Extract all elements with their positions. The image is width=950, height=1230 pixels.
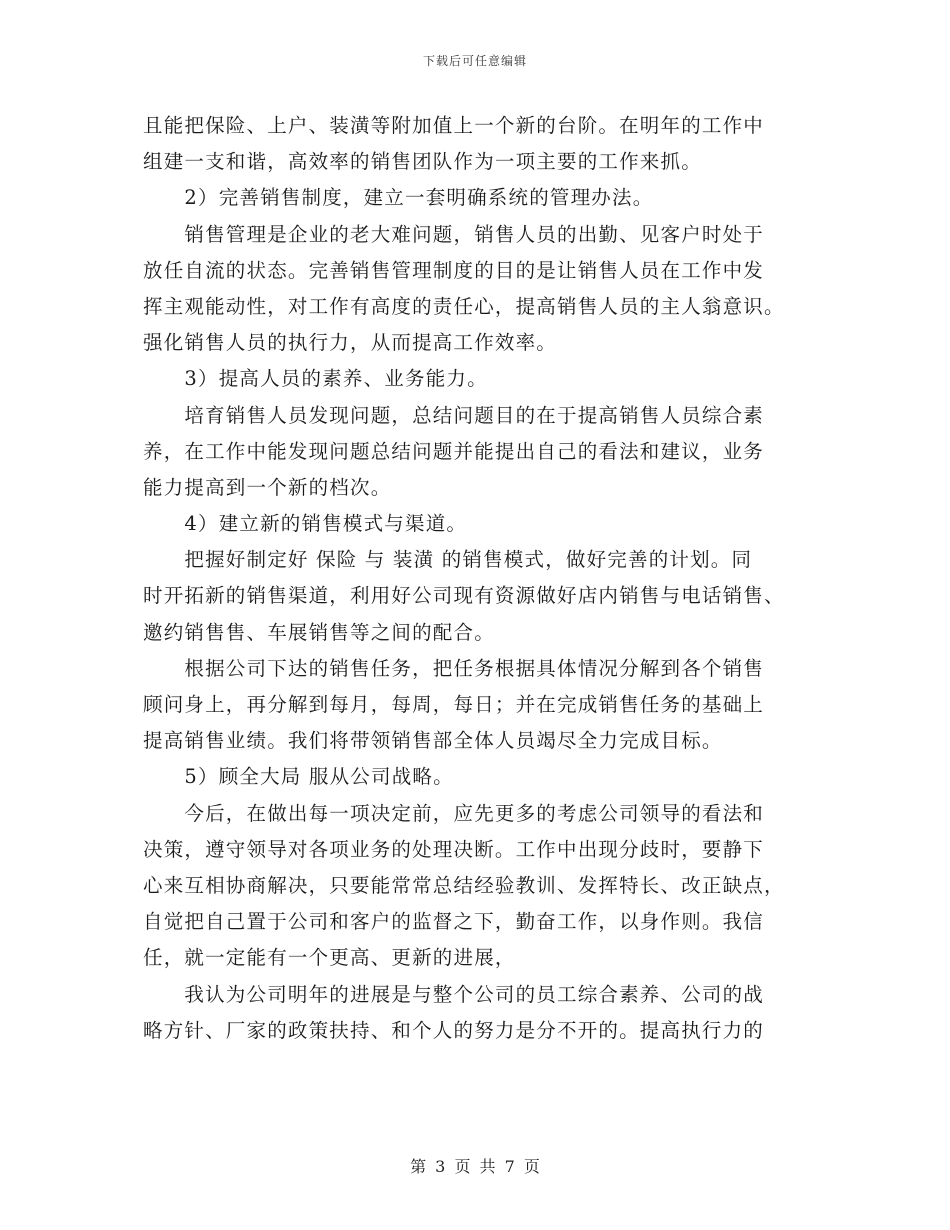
text-line: 挥主观能动性，对工作有高度的责任心，提高销售人员的主人翁意识。	[143, 294, 785, 318]
text-line: 强化销售人员的执行力，从而提高工作效率。	[143, 331, 558, 355]
text-line: 心来互相协商解决，只要能常常总结经验教训、发挥特长、改正缺点，	[143, 873, 785, 897]
text-line: 自觉把自己置于公司和客户的监督之下，勤奋工作，以身作则。我信	[143, 910, 765, 934]
text-line: 顾问身上，再分解到每月，每周，每日；并在完成销售任务的基础上	[143, 693, 765, 716]
page-number-footer: 第 3 页 共 7 页	[410, 1157, 540, 1176]
page-header: 下载后可任意编辑	[422, 54, 527, 68]
text-line: 销售管理是企业的老大难问题，销售人员的出勤、见客户时处于	[143, 222, 765, 246]
text-line: 提高销售业绩。我们将带领销售部全体人员竭尽全力完成目标。	[143, 729, 723, 753]
text-line: 4）建立新的销售模式与渠道。	[143, 512, 468, 536]
text-line: 时开拓新的销售渠道，利用好公司现有资源做好店内销售与电话销售、	[143, 584, 785, 608]
text-line: 养，在工作中能发现问题总结问题并能提出自己的看法和建议，业务	[143, 439, 765, 463]
text-line: 放任自流的状态。完善销售管理制度的目的是让销售人员在工作中发	[143, 258, 765, 282]
text-line: 任，就一定能有一个更高、更新的进展，	[143, 946, 516, 970]
text-line: 3）提高人员的素养、业务能力。	[143, 367, 488, 391]
text-line: 决策，遵守领导对各项业务的处理决断。工作中出现分歧时，要静下	[143, 837, 765, 861]
text-line: 2）完善销售制度，建立一套明确系统的管理办法。	[143, 186, 654, 210]
text-line: 根据公司下达的销售任务，把任务根据具体情况分解到各个销售	[143, 656, 765, 680]
text-line: 培育销售人员发现问题，总结问题目的在于提高销售人员综合素	[143, 403, 765, 427]
text-line: 邀约销售售、车展销售等之间的配合。	[143, 620, 495, 644]
text-line: 把握好制定好 保险 与 装潢 的销售模式，做好完善的计划。同	[143, 548, 753, 572]
text-line: 组建一支和谐，高效率的销售团队作为一项主要的工作来抓。	[143, 150, 702, 174]
text-line: 我认为公司明年的进展是与整个公司的员工综合素养、公司的战	[143, 982, 765, 1006]
text-line: 能力提高到一个新的档次。	[143, 475, 392, 499]
text-line: 略方针、厂家的政策扶持、和个人的努力是分不开的。提高执行力的	[143, 1018, 765, 1042]
text-line: 今后，在做出每一项决定前，应先更多的考虑公司领导的看法和	[143, 801, 765, 825]
text-line: 且能把保险、上户、装潢等附加值上一个新的台阶。在明年的工作中	[143, 114, 765, 137]
text-line: 5）顾全大局 服从公司战略。	[143, 765, 454, 789]
document-body	[143, 108, 807, 1049]
